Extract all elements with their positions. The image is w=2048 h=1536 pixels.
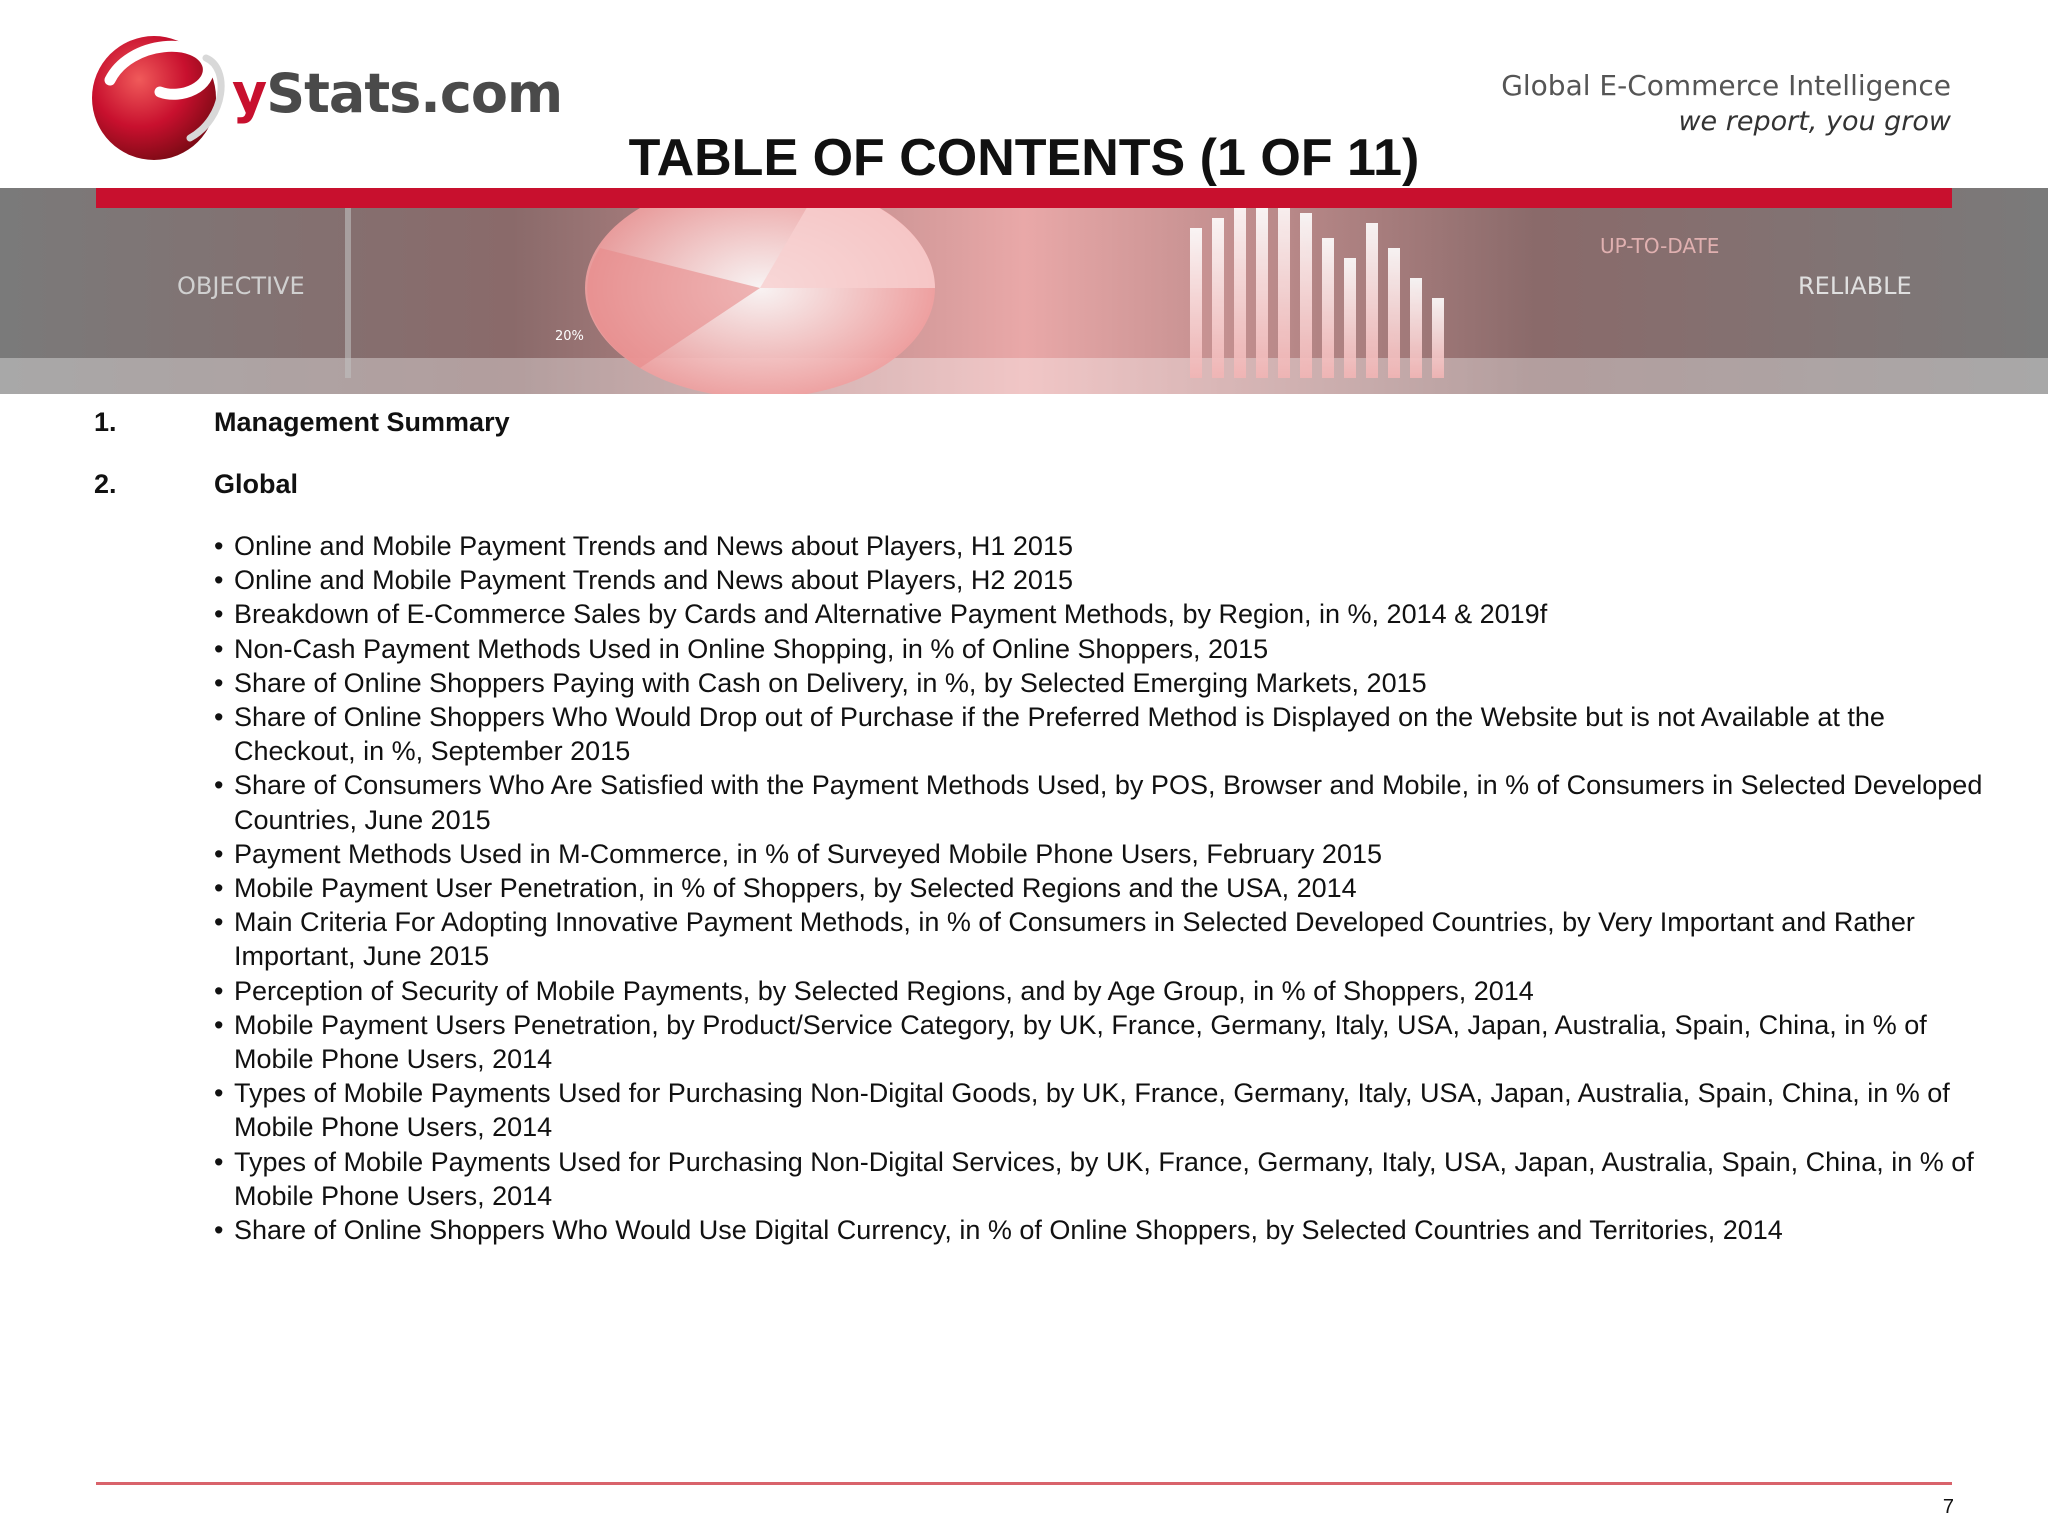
page-number: 7 (1942, 1496, 1954, 1518)
toc-item: • Non-Cash Payment Methods Used in Online Shopping, in % of Online Shoppers, 2015 (214, 632, 2004, 666)
toc-item: • Mobile Payment User Penetration, in % of Shoppers, by Selected Regions and the USA, 2014 (214, 871, 2004, 905)
toc-item: • Breakdown of E-Commerce Sales by Cards and Alternative Payment Methods, by Region, in %, 2014 & 2019f (214, 597, 2004, 631)
footer-divider (96, 1482, 1952, 1485)
banner-word-reliable: RELIABLE (1798, 272, 1912, 300)
logo-wordmark (232, 62, 562, 125)
logo-wordmark-rest: Stats.com (266, 62, 563, 125)
banner-pie-label: 20% (555, 329, 584, 344)
header-red-bar (96, 188, 1952, 208)
header-banner-image (0, 188, 2048, 394)
toc-section-number: 1. (94, 407, 117, 437)
toc-section-label: Global (214, 469, 299, 499)
toc-item: • Payment Methods Used in M-Commerce, in % of Surveyed Mobile Phone Users, February 2015 (214, 837, 2004, 871)
toc-item: • Share of Online Shoppers Paying with Cash on Delivery, in %, by Selected Emerging Markets, 2015 (214, 666, 2004, 700)
toc-item: • Share of Consumers Who Are Satisfied with the Payment Methods Used, by POS, Browser and Mobile, in % of Consumers in Selected Developed Countries, June 2015 (214, 768, 2004, 836)
toc-item: • Perception of Security of Mobile Payments, by Selected Regions, and by Age Group, in % of Shoppers, 2014 (214, 974, 2004, 1008)
toc-item: • Types of Mobile Payments Used for Purchasing Non-Digital Goods, by UK, France, Germany, Italy, USA, Japan, Australia, Spain, China, in % of Mobile Phone Users, 2014 (214, 1076, 2004, 1144)
banner-word-objective: OBJECTIVE (177, 272, 305, 300)
toc-item: • Types of Mobile Payments Used for Purchasing Non-Digital Services, by UK, France, Germany, Italy, USA, Japan, Australia, Spain, China, in % of Mobile Phone Users, 2014 (214, 1145, 2004, 1213)
tagline-line2: we report, you grow (1678, 106, 1951, 137)
page-title: TABLE OF CONTENTS (1 OF 11) (628, 129, 1420, 187)
toc-section-number: 2. (94, 469, 117, 499)
banner-word-uptodate: UP-TO-DATE (1600, 234, 1720, 258)
toc-item: • Share of Online Shoppers Who Would Drop out of Purchase if the Preferred Method is Displayed on the Website but is not Available at the Checkout, in %, September 2015 (214, 700, 2004, 768)
toc-section-label: Management Summary (214, 407, 510, 437)
tagline-line1: Global E-Commerce Intelligence (1501, 69, 1951, 102)
toc-item-list (214, 529, 2004, 1247)
logo-wordmark-y: y (232, 62, 267, 125)
toc-item: • Share of Online Shoppers Who Would Use Digital Currency, in % of Online Shoppers, by Selected Countries and Territories, 2014 (214, 1213, 2004, 1247)
toc-item: • Mobile Payment Users Penetration, by Product/Service Category, by UK, France, Germany, Italy, USA, Japan, Australia, Spain, China, in % of Mobile Phone Users, 2014 (214, 1008, 2004, 1076)
toc-item: • Online and Mobile Payment Trends and News about Players, H2 2015 (214, 563, 2004, 597)
toc-item: • Online and Mobile Payment Trends and News about Players, H1 2015 (214, 529, 2004, 563)
toc-item: • Main Criteria For Adopting Innovative Payment Methods, in % of Consumers in Selected Developed Countries, by Very Important and Rather Important, June 2015 (214, 905, 2004, 973)
